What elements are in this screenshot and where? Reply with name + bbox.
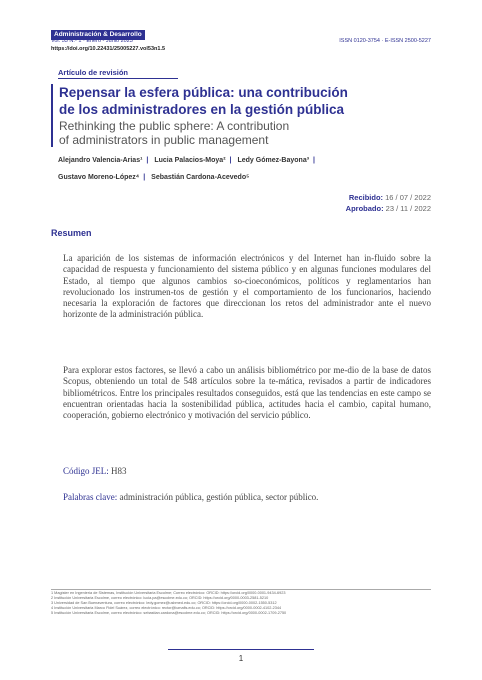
- resumen-heading: Resumen: [51, 228, 92, 238]
- abstract-paragraph-1: La aparición de los sistemas de información electrónicos y del Internet han in-fluido sobre la capacidad de respuesta y funcionamiento del sistema público y en algunas funciones modulares del Estado, al tiempo que algunos cambios so-cioeconómicos, políticos y reglamentarios han revolucionado los instrumen-tos de gestión y el comportamiento de los funcionarios, haciendo necesaria la exploración de factores que direccionan los retos del administrador ante el nuevo horizonte de la administración pública.: [63, 253, 431, 320]
- journal-volume: Vol. 53 N.º 1 · Enero - Junio 2023: [51, 38, 133, 44]
- keywords: [63, 492, 431, 503]
- author: Alejandro Valencia-Arias¹: [58, 157, 143, 164]
- author: Gustavo Moreno-López⁴: [58, 174, 140, 181]
- jel-code: [63, 466, 431, 477]
- title-block: [51, 84, 439, 147]
- article-subtitle: [59, 119, 439, 147]
- footnote: 5 Institución Universitaria Escolme, correo electrónico: sebastian.cardona@escolme.edu.co; ORCID: https://orcid.org/0000-0002-1709-2750: [51, 611, 287, 615]
- approved-date: 23 / 11 / 2022: [385, 204, 431, 213]
- approved-label: Aprobado:: [345, 204, 384, 213]
- authors-row-2: Gustavo Moreno-López⁴ | Sebastián Cardona-Acevedo⁵: [58, 174, 250, 181]
- page-rule: [168, 649, 314, 650]
- footnotes: [51, 589, 431, 616]
- article-type: Artículo de revisión: [58, 68, 178, 79]
- doi-link[interactable]: https://doi.org/10.22431/25005227.vol53n1.5: [51, 46, 166, 52]
- abstract-paragraph-2: Para explorar estos factores, se llevó a cabo un análisis bibliométrico por me-dio de la base de datos Scopus, obteniendo un total de 548 artículos sobre la te-mática, revisados a partir de indicadores bibliométricos. Entre los principales resultados conseguidos, está que las tendencias en este campo se encuentran orientadas hacia la sostenibilidad pública, actitudes hacia el cambio, capital humano, cooperación, gobierno electrónico y motivación del servicio público.: [63, 365, 431, 421]
- keywords-value: administración pública, gestión pública, sector público.: [119, 492, 319, 502]
- received-label: Recibido:: [348, 193, 384, 202]
- page-number: 1: [238, 654, 244, 663]
- subtitle-line: of administrators in public management: [59, 133, 269, 147]
- footnote: 3 Universidad de San Buenaventura, correo electrónico: ledy.gomez@usbmed.edu.co; ORCID: https://orcid.org/0000-0002-1550-5312: [51, 601, 277, 605]
- authors-row-1: Alejandro Valencia-Arias¹ | Lucia Palacios-Moya² | Ledy Gómez-Bayona³ |: [58, 157, 316, 164]
- received-date: 16 / 07 / 2022: [385, 193, 431, 202]
- footnote: 4 Institución Universitaria Marco Fidel Suárez, correo electrónico: rector@iumafis.edu.co; ORCID: https://orcid.org/0000-0002-4102-2344: [51, 606, 282, 610]
- journal-badge: Administración & Desarrollo: [51, 30, 145, 40]
- article-title: [59, 84, 439, 118]
- keywords-label: Palabras clave:: [63, 492, 118, 502]
- subtitle-line: Rethinking the public sphere: A contribution: [59, 119, 290, 133]
- author: Sebastián Cardona-Acevedo⁵: [151, 174, 250, 181]
- author: Lucia Palacios-Moya²: [154, 157, 226, 164]
- footnote: 1 Magíster en Ingeniería de Sistemas, Institución Universitaria Escolme; Correo electrónico: ORCID: https://orcid.org/0000-0001-9434-6923: [51, 591, 286, 595]
- title-line: Repensar la esfera pública: una contribución: [59, 85, 348, 100]
- jel-label: Código JEL:: [63, 466, 109, 476]
- dates: [346, 192, 431, 214]
- jel-value: H83: [111, 466, 127, 476]
- author: Ledy Gómez-Bayona³: [237, 157, 310, 164]
- title-line: de los administradores en la gestión pública: [59, 102, 345, 117]
- footnote: 2 Institución Universitaria Escolme, correo electrónico: lucia.pa@escolme.edu.co; ORCID: https://orcid.org/0000-0003-2581-5210: [51, 596, 269, 600]
- issn: ISSN 0120-3754 · E-ISSN 2500-5227: [339, 38, 431, 44]
